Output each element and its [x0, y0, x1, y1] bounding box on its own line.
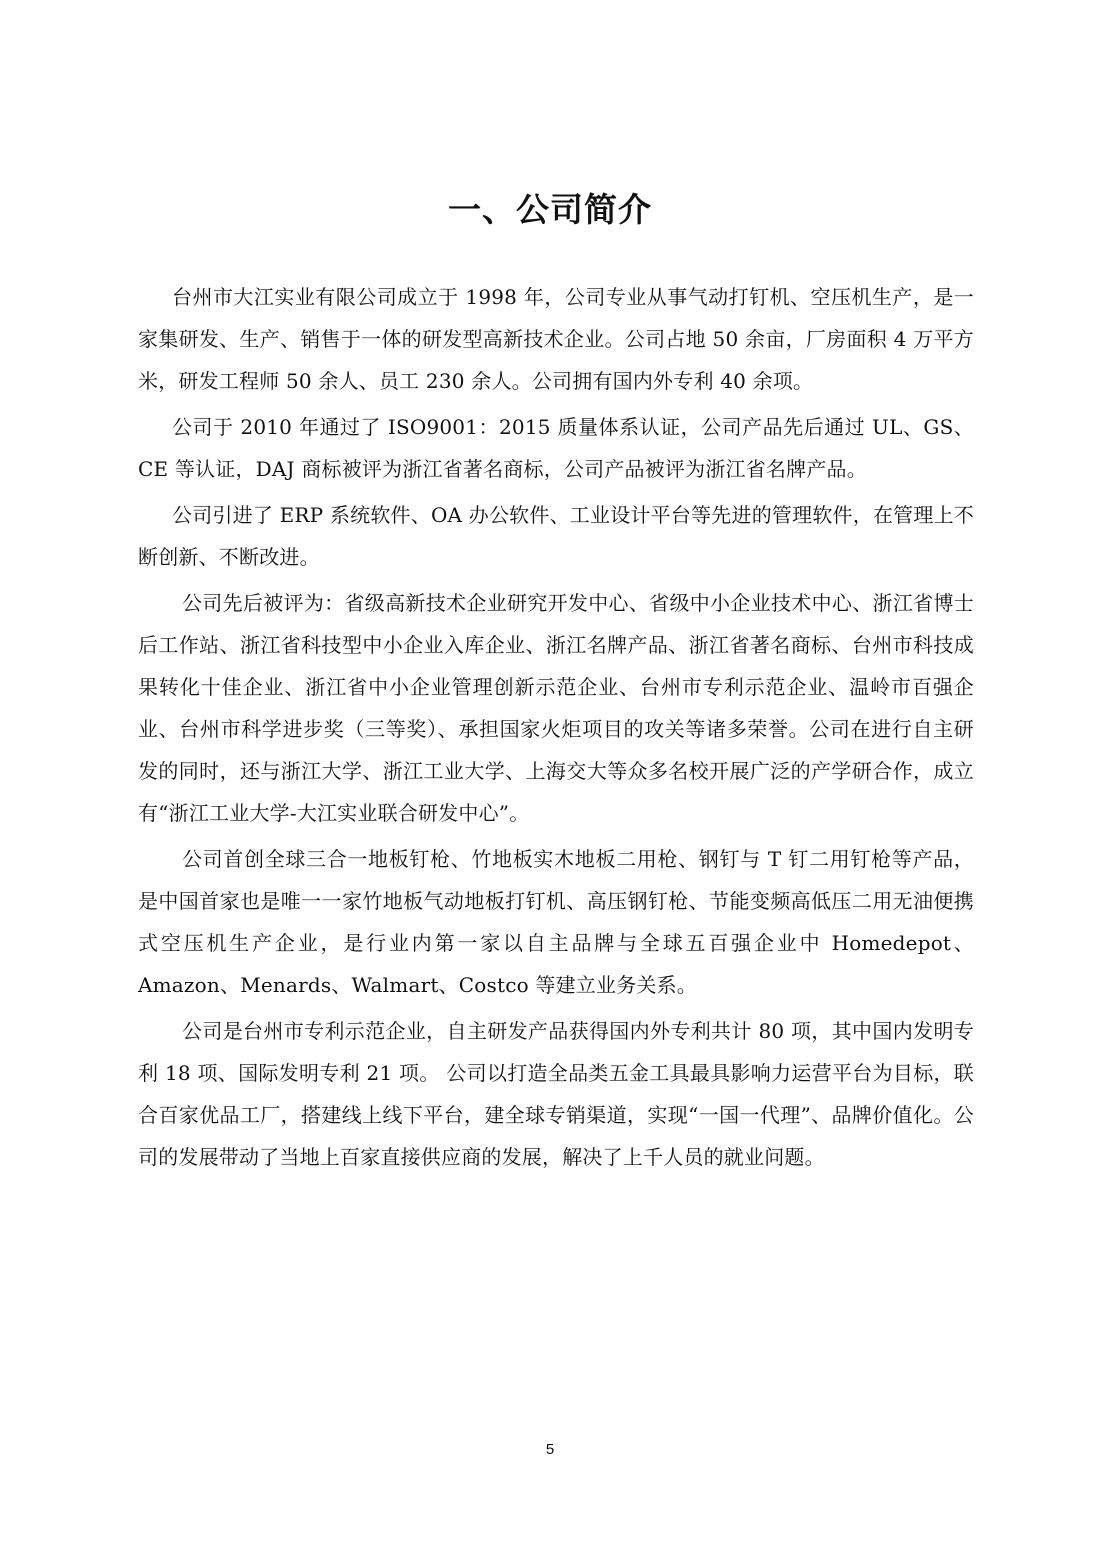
- paragraph-certifications: 公司于 2010 年通过了 ISO9001：2015 质量体系认证，公司产品先后通过 UL、GS、CE 等认证，DAJ 商标被评为浙江省著名商标，公司产品被评为浙江省名牌产品。: [138, 415, 974, 481]
- document-body: [138, 276, 974, 1182]
- paragraph-patents-platform: 公司是台州市专利示范企业，自主研发产品获得国内外专利共计 80 项，其中国内发明专利 18 项、国际发明专利 21 项。 公司以打造全品类五金工具最具影响力运营平台为目标，联合百家优品工厂，搭建线上线下平台，建全球专销渠道，实现“一国一代理”、品牌价值化。公司的发展带动了当地上百家直接供应商的发展，解决了上千人员的就业问题。: [138, 1019, 974, 1169]
- page-title: 一、公司简介: [448, 190, 652, 229]
- paragraph-products: 公司首创全球三合一地板钉枪、竹地板实木地板二用枪、钢钉与 T 钉二用钉枪等产品，是中国首家也是唯一一家竹地板气动地板打钉机、高压钢钉枪、节能变频高低压二用无油便携式空压机生产企业，是行业内第一家以自主品牌与全球五百强企业中 Homedepot、Amazon、Menards、Walmart、Costco 等建立业务关系。: [138, 847, 974, 997]
- paragraph-honors: 公司先后被评为：省级高新技术企业研究开发中心、省级中小企业技术中心、浙江省博士后工作站、浙江省科技型中小企业入库企业、浙江名牌产品、浙江省著名商标、台州市科技成果转化十佳企业、浙江省中小企业管理创新示范企业、台州市专利示范企业、温岭市百强企业、台州市科学进步奖（三等奖）、承担国家火炬项目的攻关等诸多荣誉。公司在进行自主研发的同时，还与浙江大学、浙江工业大学、上海交大等众多名校开展广泛的产学研合作，成立有“浙江工业大学-大江实业联合研发中心”。: [138, 591, 974, 825]
- page-number: 5: [545, 1441, 555, 1458]
- paragraph-company-overview: 台州市大江实业有限公司成立于 1998 年，公司专业从事气动打钉机、空压机生产，是一家集研发、生产、销售于一体的研发型高新技术企业。公司占地 50 余亩，厂房面积 4 万平方米，研发工程师 50 余人、员工 230 余人。公司拥有国内外专利 40 余项。: [138, 285, 974, 393]
- paragraph-management-software: 公司引进了 ERP 系统软件、OA 办公软件、工业设计平台等先进的管理软件，在管理上不断创新、不断改进。: [138, 503, 974, 569]
